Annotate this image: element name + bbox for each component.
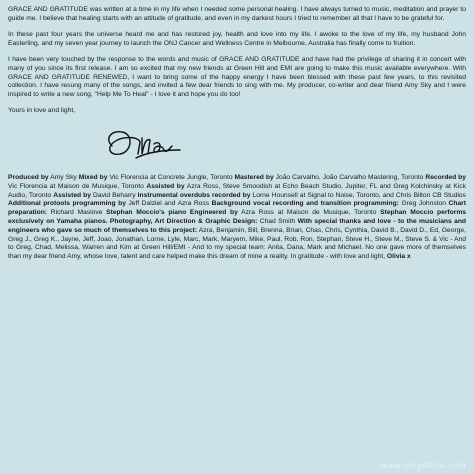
- credit-name: Lorne Hounsell at Signal to Noise, Toronto, and Chris Bilton CB Studios: [250, 191, 466, 199]
- album-credits: [8, 174, 466, 262]
- credit-name: Jeff Dalziel and Azra Ross: [125, 200, 212, 208]
- credit-name: Azra Ross, Steve Smoodish at Echo Beach Studio, Jupiter, FL and Greg Kolchinsky at Kick Audio, Toronto: [8, 182, 466, 199]
- credit-role: Mixed by: [78, 173, 108, 181]
- handwritten-signature: [98, 124, 188, 166]
- closing-line: Yours in love and light,: [8, 107, 76, 115]
- credit-role: Assisted by: [146, 182, 185, 190]
- credit-name: Richard Maslove: [47, 209, 107, 217]
- website-watermark: www.onlyolivia.com: [380, 461, 466, 470]
- credit-name: David Beharry: [90, 191, 138, 199]
- credit-name: Vic Florencia at Maison de Musique, Toronto: [8, 182, 147, 190]
- credit-name: Azra, Benjamin, Bill, Brenna, Brian, Chas, Chris, Cynthia, David B., David D., Ed, George, Greg J., Greg K., Jayne, Jeff, Joao, Jonathan, Lorne, Lyle, Marc, Mark, Maryem, Mike, Paul, Rob, Ron, Stephan, Steve H., Steve M., Steve S. & Vic - And to Greg, Chad, Melissa, Warren and Kim at Green Hill/EMI - And to my special team: Anita, Dana, Mark and Michael. No one gave more of themselves than my dear friend Amy, whose love, talent and care helped make this dream of mine a reality. In gratitude - with love and light,: [8, 226, 466, 261]
- credit-role: Olivia x: [386, 253, 411, 261]
- credit-role: Produced by: [8, 173, 49, 181]
- credit-name: Azra Ross at Maison de Musique, Toronto: [237, 209, 381, 217]
- credit-role: Background vocal recording and transition programming:: [211, 200, 399, 208]
- credit-role: With special thanks and love - to the musicians and engineers who gave so much of themselves to this project:: [8, 217, 466, 234]
- credit-role: Stephan Moccio's piano Engineered by: [106, 209, 238, 217]
- paragraph-1: GRACE AND GRATITUDE was written at a time in my life when I needed some personal healing. I have always turned to music, meditation and prayer to guide me. I believe that healing starts with an attitude of gratitude, and even in my darkest hours I tried to remember all that I have to be grateful for.: [8, 6, 466, 22]
- liner-notes: [8, 6, 466, 262]
- credit-name: Chad Smith: [257, 217, 298, 225]
- credit-role: Additional protools programming by: [8, 200, 126, 208]
- credit-name: João Carvalho, João Carvalho Mastering, Toronto: [273, 173, 426, 181]
- paragraph-3: I have been very touched by the response to the words and music of GRACE AND GRATITUDE and have had the privilege of sharing it in concert with many of you since its first release. I am so excited that my new friends at Green Hill and EMI are going to make this music available everywhere. With GRACE AND GRATITUDE RENEWED, I want to bring some of the happy energy I have been blessed with these past few years, to this revisited collection. I have resung many of the songs, and invited a few dear friends to sing with me. My producer, co-writer and dear friend Amy Sky and I were inspired to write a new song, "Help Me To Heal" - I love it and hope you do too!: [8, 56, 466, 98]
- signature: [8, 124, 466, 166]
- credit-role: Recorded by: [425, 173, 466, 181]
- credit-name: Amy Sky: [48, 173, 79, 181]
- credit-name: Greg Johnston: [398, 200, 449, 208]
- credit-role: Mastered by: [234, 173, 274, 181]
- credit-role: Instrumental overdubs recorded by: [137, 191, 251, 199]
- paragraph-2: In these past four years the universe heard me and has restored joy, health and love into my life. I awoke to the love of my life, my husband John Easterling, and my seven year journey to launch the ONJ Cancer and Wellness Centre in Melbourne, Australia has finally come to fruition.: [8, 31, 466, 47]
- credit-role: Chart preparation:: [8, 200, 466, 217]
- credit-name: Vic Florencia at Concrete Jungle, Toronto: [107, 173, 235, 181]
- credit-role: Assisted by: [53, 191, 91, 199]
- credit-role: Stephan Moccio performs exclusively on Yamaha pianos. Photography, Art Direction & Graphic Design:: [8, 209, 466, 225]
